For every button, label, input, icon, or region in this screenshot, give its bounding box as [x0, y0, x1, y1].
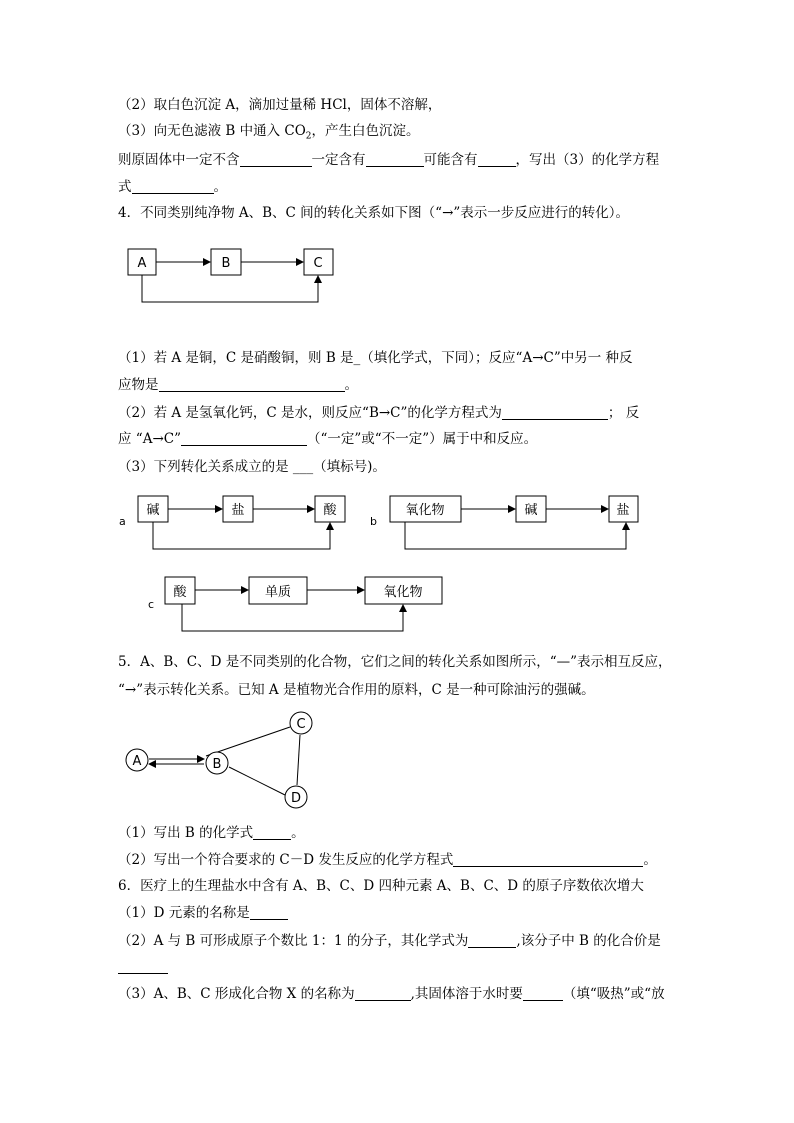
q3-question: 则原固体中一定不含 一定含有 可能含有 ，写出（3）的化学方程 [118, 152, 660, 168]
box-salt-label: 盐 [616, 503, 630, 518]
box-element-label: 单质 [264, 585, 292, 600]
option-a-tag: a [119, 515, 126, 528]
q4-part3: （3）下列转化关系成立的是 ___（填标号)。 [118, 459, 386, 475]
blank[interactable] [523, 986, 563, 1001]
arrow-a-c [142, 275, 318, 302]
q6-part2: （2）A 与 B 可形成原子个数比 1：1 的分子，其化学式为 ,该分子中 B 的化合价是 [118, 933, 661, 949]
q6-part1: （1）D 元素的名称是 [118, 904, 288, 922]
node-b-label: B [212, 757, 222, 772]
box-b-label: B [221, 256, 231, 271]
q4-part2: （2）若 A 是氢氧化钙，C 是水，则反应“B→C”的化学方程式为 ； 反 [118, 405, 640, 421]
box-oxide-label: 氧化物 [405, 503, 445, 518]
blank[interactable] [159, 377, 345, 392]
q5-stem-2: “→”表示转化关系。已知 A 是植物光合作用的原料，C 是一种可除油污的强碱。 [118, 682, 595, 698]
blank[interactable] [181, 431, 307, 446]
option-b-tag: b [370, 515, 377, 528]
q6-part2-blank [118, 958, 168, 976]
box-yan-label: 盐 [231, 503, 245, 518]
q4-option-b [370, 496, 638, 549]
line-c-d [297, 735, 300, 785]
box-jian-label: 碱 [146, 503, 160, 518]
q5-stem-1: 5．A、B、C、D 是不同类别的化合物，它们之间的转化关系如图所示，“—”表示相互反应， [118, 654, 672, 670]
node-d-label: D [290, 791, 302, 806]
q6-part3: （3）A、B、C 形成化合物 X 的名称为 ,其固体溶于水时要 （填“吸热”或“放 [118, 986, 665, 1002]
q6-stem: 6．医疗上的生理盐水中含有 A、B、C、D 四种元素 A、B、C、D 的原子序数依次增大 [118, 878, 644, 894]
blank[interactable] [502, 405, 608, 420]
box-base-label: 碱 [524, 503, 538, 518]
box-suan-label: 酸 [323, 503, 337, 518]
q5-diagram [126, 712, 312, 808]
q5-part2: （2）写出一个符合要求的 C－D 发生反应的化学方程式 。 [118, 852, 657, 868]
box-acid-label: 酸 [173, 585, 187, 600]
q3-question-cont: 式 。 [118, 179, 227, 195]
blank[interactable] [468, 933, 516, 948]
line-b-d [229, 767, 285, 795]
box-a-label: A [137, 256, 147, 271]
box-c-label: C [313, 256, 323, 271]
q3-step3: （3）向无色滤液 B 中通入 $CO_2$，产生白色沉淀。 [118, 123, 420, 142]
blank[interactable] [355, 986, 411, 1001]
node-a-label: A [132, 754, 142, 769]
q4-main-diagram [128, 249, 333, 302]
q3-step2: （2）取白色沉淀 A，滴加过量稀 HCl，固体不溶解， [118, 97, 442, 113]
node-c-label: C [296, 717, 306, 732]
q4-part2-cont: 应 “A→C” （“一定”或“不一定”）属于中和反应。 [118, 431, 538, 447]
q4-part1-cont: 应物是 。 [118, 377, 358, 393]
q4-part1: （1）若 A 是铜，C 是硝酸铜，则 B 是_（填化学式，下同）；反应“A→C”中另一 种反 [118, 350, 633, 366]
q5-part1: （1）写出 B 的化学式 。 [118, 825, 305, 841]
q4-stem: 4．不同类别纯净物 A、B、C 间的转化关系如下图（“→”表示一步反应进行的转化）。 [118, 205, 630, 221]
blank[interactable] [253, 825, 291, 840]
blank[interactable] [250, 905, 288, 920]
option-c-tag: c [148, 598, 155, 611]
box-oxide-2-label: 氧化物 [383, 585, 423, 600]
blank[interactable] [453, 852, 643, 867]
q4-option-c [148, 577, 442, 631]
blank[interactable] [118, 959, 168, 974]
q4-option-a [119, 496, 345, 549]
